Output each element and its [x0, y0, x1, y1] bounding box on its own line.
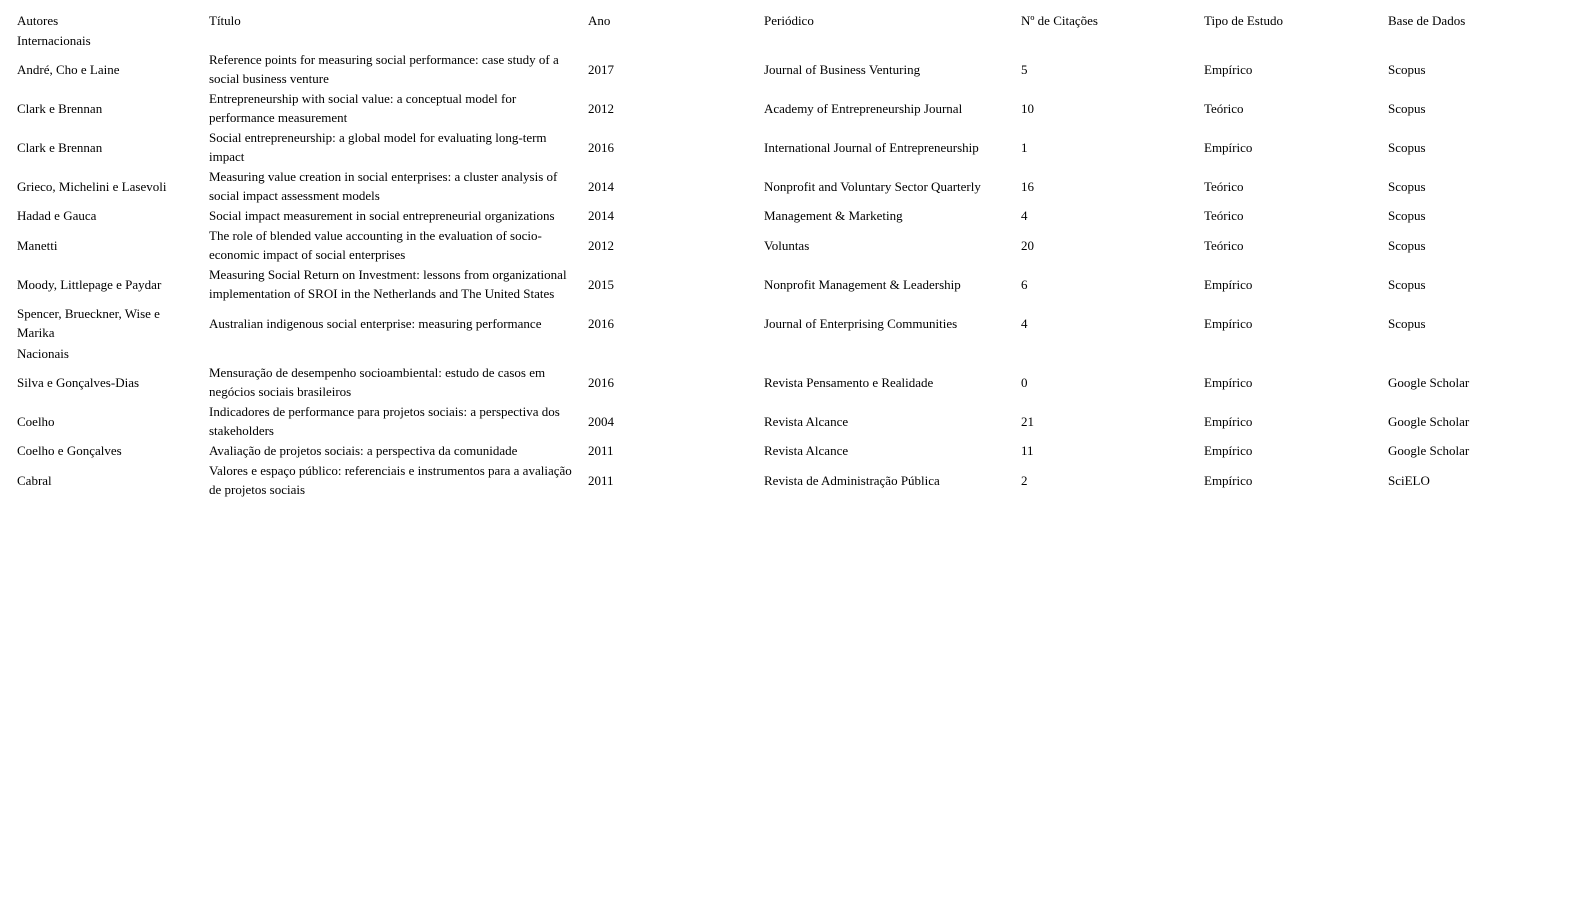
periodico-cell: Nonprofit Management & Leadership	[764, 276, 961, 292]
periodico-cell: Management & Marketing	[764, 208, 903, 223]
citacoes-cell: 4	[1021, 315, 1028, 331]
titulo-cell: The role of blended value accounting in the evaluation of socio-economic impact of social enterprises	[209, 228, 542, 262]
table-row	[12, 128, 1564, 167]
ano-cell: 2011	[588, 443, 614, 458]
ano-cell: 2016	[588, 315, 614, 331]
titulo-cell: Social entrepreneurship: a global model for evaluating long-term impact	[209, 130, 547, 164]
titulo-cell: Australian indigenous social enterprise: measuring performance	[209, 315, 542, 331]
autores-cell: Hadad e Gauca	[17, 208, 97, 223]
citacoes-cell: 10	[1021, 100, 1034, 116]
col-header-ano: Ano	[588, 12, 611, 28]
col-header-base: Base de Dados	[1388, 12, 1466, 28]
table-row	[12, 89, 1564, 128]
periodico-cell: Nonprofit and Voluntary Sector Quarterly	[764, 178, 981, 194]
citacoes-cell: 4	[1021, 208, 1028, 223]
autores-cell: Grieco, Michelini e Lasevoli	[17, 178, 167, 194]
header-row	[12, 10, 1564, 30]
periodico-cell: Revista Pensamento e Realidade	[764, 374, 934, 390]
titulo-cell: Indicadores de performance para projetos sociais: a perspectiva dos stakeholders	[209, 404, 560, 438]
citacoes-cell: 5	[1021, 61, 1028, 77]
table-row	[12, 363, 1564, 402]
tipo-cell: Empírico	[1204, 276, 1253, 292]
tipo-cell: Empírico	[1204, 139, 1253, 155]
autores-cell: Clark e Brennan	[17, 100, 103, 116]
base-cell: Google Scholar	[1388, 443, 1470, 458]
table-row	[12, 226, 1564, 265]
col-header-autores: Autores	[17, 12, 59, 28]
tipo-cell: Empírico	[1204, 61, 1253, 77]
tipo-cell: Empírico	[1204, 374, 1253, 390]
titulo-cell: Reference points for measuring social performance: case study of a social business venture	[209, 52, 559, 86]
periodico-cell: Revista Alcance	[764, 413, 849, 429]
section-label: Nacionais	[17, 345, 69, 361]
autores-cell: Silva e Gonçalves-Dias	[17, 374, 140, 390]
literature-table	[12, 10, 1564, 500]
base-cell: Google Scholar	[1388, 413, 1470, 429]
ano-cell: 2011	[588, 472, 614, 488]
ano-cell: 2014	[588, 178, 614, 194]
citacoes-cell: 1	[1021, 139, 1028, 155]
autores-cell: Coelho	[17, 413, 55, 429]
periodico-cell: Revista de Administração Pública	[764, 472, 940, 488]
autores-cell: Moody, Littlepage e Paydar	[17, 276, 162, 292]
citacoes-cell: 0	[1021, 374, 1028, 390]
tipo-cell: Teórico	[1204, 237, 1244, 253]
base-cell: Scopus	[1388, 208, 1426, 223]
tipo-cell: Empírico	[1204, 413, 1253, 429]
autores-cell: Spencer, Brueckner, Wise e Marika	[17, 306, 160, 340]
table-row	[12, 265, 1564, 304]
titulo-cell: Measuring Social Return on Investment: lessons from organizational implementation of SROI in the Netherlands and The United States	[209, 267, 567, 301]
ano-cell: 2014	[588, 208, 614, 223]
tipo-cell: Teórico	[1204, 178, 1244, 194]
titulo-cell: Social impact measurement in social entrepreneurial organizations	[209, 208, 555, 223]
col-header-tipo: Tipo de Estudo	[1204, 12, 1283, 28]
table-row	[12, 206, 1564, 226]
ano-cell: 2012	[588, 100, 614, 116]
titulo-cell: Entrepreneurship with social value: a conceptual model for performance measurement	[209, 91, 517, 125]
base-cell: Scopus	[1388, 276, 1426, 292]
table-row	[12, 167, 1564, 206]
autores-cell: Coelho e Gonçalves	[17, 443, 122, 458]
periodico-cell: Revista Alcance	[764, 443, 849, 458]
col-header-citacoes: Nº de Citações	[1021, 12, 1098, 28]
citacoes-cell: 2	[1021, 472, 1028, 488]
base-cell: Scopus	[1388, 100, 1426, 116]
titulo-cell: Valores e espaço público: referenciais e instrumentos para a avaliação de projetos sociais	[209, 463, 572, 497]
ano-cell: 2012	[588, 237, 614, 253]
col-header-periodico: Periódico	[764, 12, 814, 28]
tipo-cell: Empírico	[1204, 472, 1253, 488]
tipo-cell: Teórico	[1204, 100, 1244, 116]
citacoes-cell: 16	[1021, 178, 1034, 194]
table-row	[12, 441, 1564, 461]
base-cell: Scopus	[1388, 237, 1426, 253]
autores-cell: André, Cho e Laine	[17, 61, 120, 77]
periodico-cell: International Journal of Entrepreneurship	[764, 139, 979, 155]
autores-cell: Clark e Brennan	[17, 139, 103, 155]
citacoes-cell: 6	[1021, 276, 1028, 292]
periodico-cell: Academy of Entrepreneurship Journal	[764, 100, 963, 116]
tipo-cell: Empírico	[1204, 315, 1253, 331]
periodico-cell: Voluntas	[764, 237, 810, 253]
table-row	[12, 304, 1564, 343]
base-cell: SciELO	[1388, 472, 1430, 488]
base-cell: Scopus	[1388, 178, 1426, 194]
autores-cell: Cabral	[17, 472, 52, 488]
citacoes-cell: 11	[1021, 443, 1034, 458]
section-label: Internacionais	[17, 32, 91, 48]
tipo-cell: Empírico	[1204, 443, 1253, 458]
ano-cell: 2004	[588, 413, 614, 429]
ano-cell: 2015	[588, 276, 614, 292]
tipo-cell: Teórico	[1204, 208, 1244, 223]
ano-cell: 2016	[588, 139, 614, 155]
col-header-titulo: Título	[209, 12, 241, 28]
citacoes-cell: 20	[1021, 237, 1034, 253]
titulo-cell: Mensuração de desempenho socioambiental: estudo de casos em negócios sociais brasileiros	[209, 365, 546, 399]
autores-cell: Manetti	[17, 237, 58, 253]
base-cell: Scopus	[1388, 315, 1426, 331]
base-cell: Scopus	[1388, 61, 1426, 77]
table-row	[12, 402, 1564, 441]
citacoes-cell: 21	[1021, 413, 1034, 429]
periodico-cell: Journal of Enterprising Communities	[764, 315, 958, 331]
table-row	[12, 461, 1564, 500]
ano-cell: 2016	[588, 374, 614, 390]
periodico-cell: Journal of Business Venturing	[764, 61, 921, 77]
ano-cell: 2017	[588, 61, 614, 77]
titulo-cell: Measuring value creation in social enterprises: a cluster analysis of social impact assessment models	[209, 169, 558, 203]
titulo-cell: Avaliação de projetos sociais: a perspectiva da comunidade	[209, 443, 518, 458]
base-cell: Google Scholar	[1388, 374, 1470, 390]
section-row	[12, 30, 1564, 50]
table-row	[12, 50, 1564, 89]
base-cell: Scopus	[1388, 139, 1426, 155]
table-body	[12, 30, 1564, 500]
section-row	[12, 343, 1564, 363]
